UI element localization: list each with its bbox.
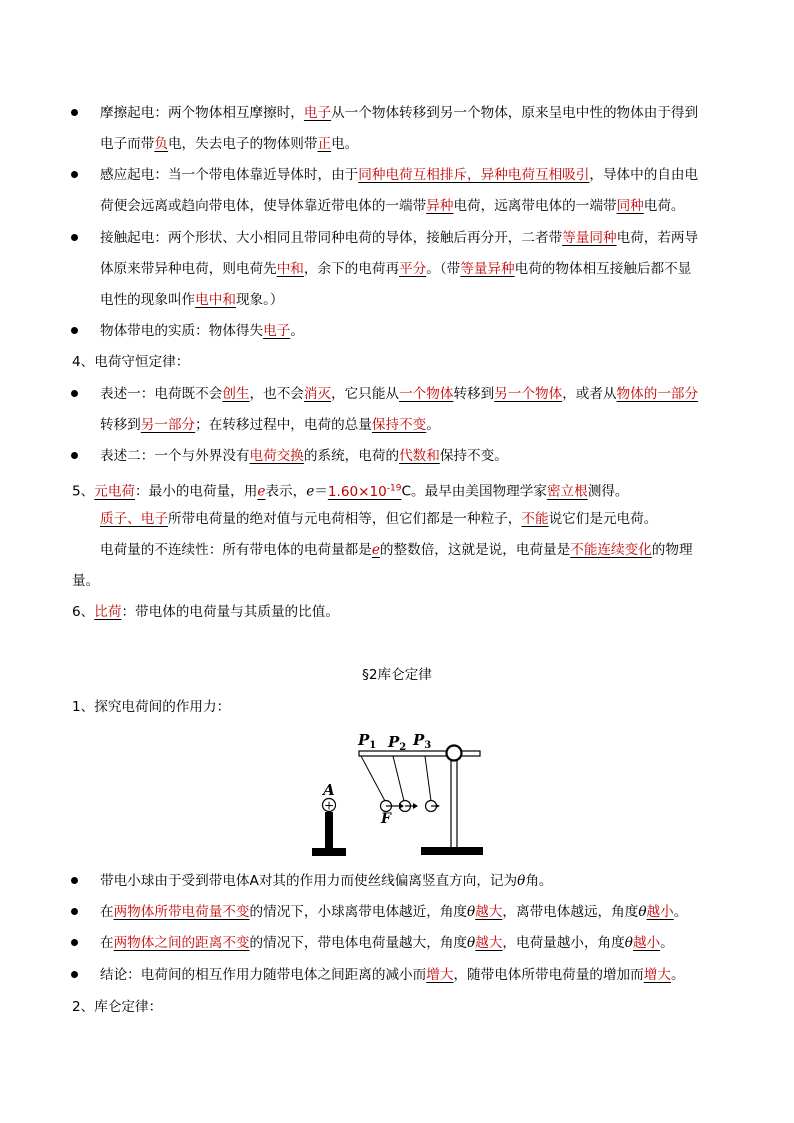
keyword: 正 bbox=[317, 136, 332, 152]
bullet-dot bbox=[71, 908, 78, 915]
text: ，或者从 bbox=[562, 386, 617, 402]
text: 体原来带异种电荷，则电荷先 bbox=[100, 261, 277, 277]
text: 在 bbox=[100, 904, 114, 920]
text: 电。 bbox=[331, 136, 359, 152]
text: 表示， bbox=[265, 483, 307, 500]
keyword: 增大 bbox=[643, 967, 671, 983]
text: 表述一：电荷既不会 bbox=[100, 386, 223, 402]
label-P: P bbox=[413, 731, 425, 749]
text-line bbox=[100, 322, 304, 340]
text: 测得。 bbox=[587, 483, 629, 500]
bullet-dot bbox=[71, 234, 78, 241]
label-P1 bbox=[357, 731, 376, 751]
symbol-theta: θ bbox=[467, 904, 476, 920]
keyword: 消灭 bbox=[303, 386, 332, 402]
text: 荷便会远离或趋向带电体，使导体靠近带电体的一端带 bbox=[100, 198, 427, 214]
text: 的情况下，小球离带电体越近，角度 bbox=[249, 904, 468, 920]
exponent: -19 bbox=[386, 483, 402, 493]
keyword: 代数和 bbox=[399, 448, 440, 464]
text: 说它们是元电荷。 bbox=[548, 511, 658, 527]
arrow-head-3 bbox=[436, 804, 440, 808]
keyword: 增大 bbox=[426, 967, 454, 983]
text: ，电荷量越小，角度 bbox=[502, 935, 625, 951]
text-line bbox=[100, 447, 508, 465]
text-line bbox=[100, 966, 685, 984]
keyword: 电中和 bbox=[195, 292, 236, 308]
text: 的物理 bbox=[651, 542, 693, 558]
text: ，导体中的自由电 bbox=[589, 167, 699, 183]
text: 。 bbox=[670, 967, 685, 983]
section-title: §2库仑定律 bbox=[362, 667, 432, 683]
text: 电性的现象叫作 bbox=[100, 292, 196, 308]
coulomb-experiment-figure bbox=[300, 725, 500, 860]
keyword: 电荷交换 bbox=[249, 448, 304, 464]
keyword: 质子、电子 bbox=[100, 511, 168, 527]
text-line bbox=[100, 872, 553, 890]
text: 表述二：一个与外界没有 bbox=[100, 448, 250, 464]
keyword: 比荷 bbox=[94, 604, 122, 620]
text: ：最小的电荷量，用 bbox=[135, 483, 258, 500]
text: 现象。） bbox=[235, 292, 284, 308]
keyword: 越大 bbox=[475, 935, 503, 951]
text: 电荷。 bbox=[643, 198, 685, 214]
thread-1 bbox=[361, 756, 385, 801]
text: 角。 bbox=[525, 873, 553, 889]
text: ，离带电体越远，角度 bbox=[502, 904, 639, 920]
text-line bbox=[100, 197, 685, 215]
label-A: A bbox=[323, 781, 335, 799]
subscript: 2 bbox=[399, 742, 407, 753]
text: 结论：电荷间的相互作用力随带电体之间距离的减小而 bbox=[100, 967, 427, 983]
text: 电荷量的不连续性：所有带电体的电荷量都是 bbox=[100, 542, 372, 558]
keyword: 创生 bbox=[222, 386, 250, 402]
text-line bbox=[100, 260, 691, 278]
text: 。 bbox=[290, 323, 304, 339]
value: 1.60×10 bbox=[327, 483, 387, 500]
text: 所带电荷量的绝对值与元电荷相等，但它们都是一种粒子， bbox=[167, 511, 522, 527]
keyword: 异种 bbox=[426, 198, 454, 214]
section-heading: 1、探究电荷间的作用力： bbox=[72, 699, 231, 715]
text: 6、 bbox=[72, 604, 95, 620]
section-heading: 2、库仑定律： bbox=[72, 999, 163, 1015]
text-line bbox=[100, 166, 698, 184]
text-line bbox=[100, 104, 698, 122]
text: 。（带 bbox=[426, 261, 461, 277]
symbol-e: e bbox=[371, 542, 380, 558]
keyword: 等量异种 bbox=[460, 261, 515, 277]
keyword: 越小 bbox=[632, 935, 661, 951]
keyword: 中和 bbox=[276, 261, 304, 277]
text-line bbox=[100, 416, 440, 434]
stand-base bbox=[421, 847, 483, 855]
text-line bbox=[100, 291, 284, 309]
text-line bbox=[100, 934, 674, 952]
text: 电荷，若两导 bbox=[616, 230, 699, 246]
keyword: 保持不变 bbox=[371, 417, 427, 433]
thread-3 bbox=[425, 756, 431, 801]
keyword: 不能连续变化 bbox=[570, 542, 652, 558]
symbol-e: e bbox=[306, 483, 315, 500]
keyword: 同种 bbox=[616, 198, 644, 214]
bullet-dot bbox=[71, 877, 78, 884]
symbol-e: e bbox=[257, 483, 266, 500]
section-heading: 4、电荷守恒定律： bbox=[72, 354, 190, 370]
bullet-dot bbox=[71, 971, 78, 978]
text: 感应起电：当一个带电体靠近导体时，由于 bbox=[100, 167, 359, 183]
bullet-dot bbox=[71, 390, 78, 397]
clamp bbox=[447, 746, 462, 761]
text: 保持不变。 bbox=[439, 448, 508, 464]
keyword: 两物体所带电荷量不变 bbox=[113, 904, 250, 920]
subscript: 1 bbox=[369, 740, 377, 751]
text: 电，失去电子的物体则带 bbox=[167, 136, 318, 152]
keyword bbox=[328, 484, 402, 500]
bullet-dot bbox=[71, 327, 78, 334]
text: 转移到 bbox=[100, 417, 141, 433]
keyword: 越大 bbox=[475, 904, 503, 920]
symbol-theta: θ bbox=[517, 873, 526, 889]
text: ，它只能从 bbox=[331, 386, 400, 402]
text-line bbox=[100, 229, 698, 247]
text: 转移到 bbox=[453, 386, 495, 402]
text: ＝ bbox=[314, 483, 328, 500]
thread-2 bbox=[393, 756, 404, 801]
keyword: 负 bbox=[154, 136, 168, 152]
plus-sign: + bbox=[323, 798, 335, 813]
stand-A-base bbox=[312, 848, 346, 856]
text: ，余下的电荷再 bbox=[303, 261, 400, 277]
text-line: 量。 bbox=[72, 573, 100, 589]
label-P: P bbox=[358, 731, 370, 749]
subscript: 3 bbox=[424, 740, 432, 751]
label-P: P bbox=[388, 733, 400, 751]
text-line bbox=[100, 135, 358, 153]
text: ，也不会 bbox=[249, 386, 304, 402]
text: ；在转移过程中，电荷的总量 bbox=[195, 417, 372, 433]
text: 接触起电：两个形状、大小相同且带同种电荷的导体，接触后再分开，二者带 bbox=[100, 230, 563, 246]
text: 的整数倍，这就是说，电荷量是 bbox=[379, 542, 571, 558]
text-line bbox=[100, 385, 698, 403]
text: ：带电体的电荷量与其质量的比值。 bbox=[121, 604, 339, 620]
keyword: 另一部分 bbox=[140, 417, 196, 433]
bullet-dot bbox=[71, 939, 78, 946]
text-line bbox=[72, 479, 629, 501]
text: 。 bbox=[673, 904, 688, 920]
arrow-head-2 bbox=[413, 803, 418, 809]
bullet-dot bbox=[71, 452, 78, 459]
keyword: 电子 bbox=[303, 105, 332, 121]
keyword: 电子 bbox=[263, 323, 291, 339]
text: 的系统，电荷的 bbox=[303, 448, 400, 464]
keyword: 同种电荷互相排斥，异种电荷互相吸引 bbox=[358, 167, 590, 183]
symbol-theta: θ bbox=[638, 904, 647, 920]
symbol-theta: θ bbox=[624, 935, 633, 951]
text: 电荷，远离带电体的一端带 bbox=[453, 198, 617, 214]
text: 从一个物体转移到另一个物体，原来呈电中性的物体由于得到 bbox=[331, 105, 699, 121]
keyword: 两物体之间的距离不变 bbox=[113, 935, 250, 951]
text: 。 bbox=[660, 935, 674, 951]
keyword: 元电荷 bbox=[94, 483, 136, 500]
label-F: F bbox=[381, 811, 391, 827]
text: 的情况下，带电体电荷量越大，角度 bbox=[249, 935, 468, 951]
stand-pole bbox=[451, 753, 457, 849]
text: 摩擦起电：两个物体相互摩擦时， bbox=[100, 105, 304, 121]
stand-A-post bbox=[325, 812, 333, 850]
text: ，随带电体所带电荷量的增加而 bbox=[453, 967, 644, 983]
text-line bbox=[100, 541, 693, 559]
text-line bbox=[100, 510, 657, 528]
text: 5、 bbox=[72, 483, 95, 500]
keyword: 一个物体 bbox=[399, 386, 454, 402]
label-P2 bbox=[387, 733, 406, 753]
bullet-dot bbox=[71, 171, 78, 178]
keyword: 越小 bbox=[646, 904, 674, 920]
keyword: 物体的一部分 bbox=[616, 386, 699, 402]
text-line bbox=[100, 903, 687, 921]
text: 。 bbox=[426, 417, 440, 433]
text: 带电小球由于受到带电体A对其的作用力而使丝线偏离竖直方向，记为 bbox=[100, 873, 518, 889]
symbol-theta: θ bbox=[467, 935, 476, 951]
text-line bbox=[72, 603, 339, 621]
keyword: 等量同种 bbox=[562, 230, 617, 246]
keyword: 另一个物体 bbox=[494, 386, 563, 402]
label-P3 bbox=[412, 731, 431, 751]
text: 物体带电的实质：物体得失 bbox=[100, 323, 264, 339]
text: 在 bbox=[100, 935, 114, 951]
keyword: 密立根 bbox=[546, 483, 588, 500]
keyword: 平分 bbox=[399, 261, 427, 277]
bullet-dot bbox=[71, 109, 78, 116]
text: 电荷的物体相互接触后都不显 bbox=[514, 261, 692, 277]
text: C。最早由美国物理学家 bbox=[401, 483, 547, 500]
keyword: 不能 bbox=[521, 511, 549, 527]
text: 电子而带 bbox=[100, 136, 155, 152]
